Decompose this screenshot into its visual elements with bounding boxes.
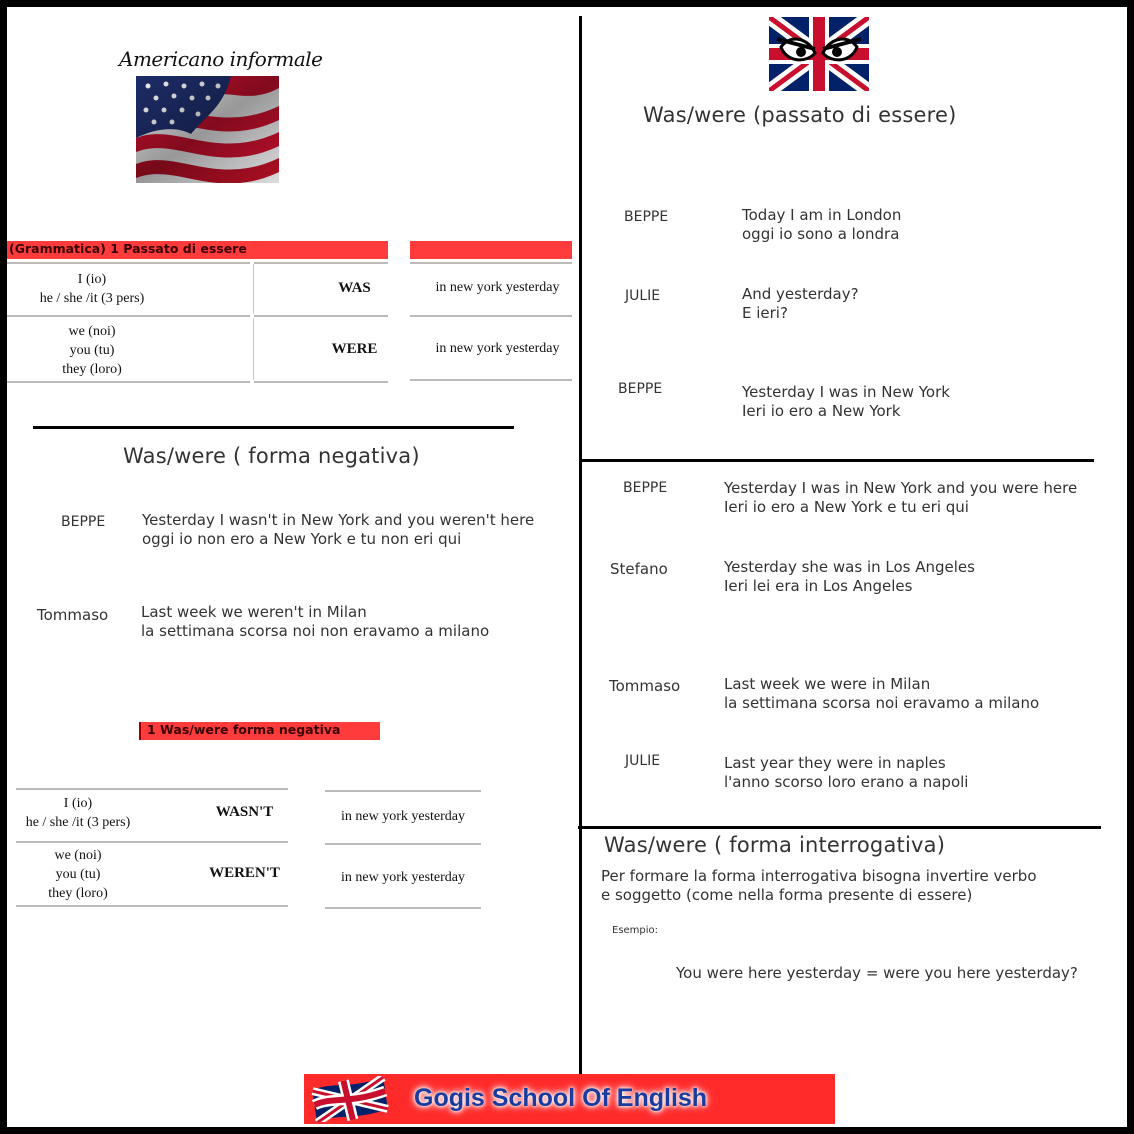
speaker-label: BEPPE xyxy=(623,480,668,496)
dialog-line xyxy=(742,206,901,244)
italian-sentence: l'anno scorso loro erano a napoli xyxy=(724,773,969,791)
dialog-line xyxy=(724,558,975,596)
italian-sentence: la settimana scorsa noi non eravamo a milano xyxy=(141,622,490,640)
footer-banner xyxy=(304,1074,835,1124)
subject-cell: we (noi) xyxy=(54,848,102,863)
italian-sentence: E ieri? xyxy=(742,304,788,322)
example-label: Esempio: xyxy=(612,925,659,936)
subject-cell: you (tu) xyxy=(69,343,115,358)
school-name: Gogis School Of English xyxy=(414,1084,708,1112)
complement-cell: in new york yesterday xyxy=(435,280,560,295)
past-heading: Was/were (passato di essere) xyxy=(643,103,957,127)
english-sentence: And yesterday? xyxy=(742,285,859,303)
table-row xyxy=(7,322,177,379)
complement-cell: in new york yesterday xyxy=(340,870,466,885)
dialog-line xyxy=(142,511,534,549)
grammar-bar: (Grammatica) 1 Passato di essere xyxy=(7,241,388,259)
verb-cell: WEREN'T xyxy=(209,865,280,881)
italian-sentence: Ieri io ero a New York xyxy=(742,402,901,420)
explanation-line: Per formare la forma interrogativa bisogna invertire verbo xyxy=(601,867,1037,885)
italian-sentence: la settimana scorsa noi eravamo a milano xyxy=(724,694,1040,712)
english-sentence: Last week we weren't in Milan xyxy=(141,603,367,621)
table-row xyxy=(16,794,140,832)
subject-cell: I (io) xyxy=(77,272,107,287)
italian-sentence: Ieri io ero a New York e tu eri qui xyxy=(724,498,969,516)
table-row xyxy=(16,846,140,903)
speaker-label: BEPPE xyxy=(61,514,106,530)
speaker-label: Stefano xyxy=(610,560,668,578)
dialog-line xyxy=(724,754,968,792)
italian-sentence: oggi io non ero a New York e tu non eri qui xyxy=(142,530,462,548)
verb-cell: WERE xyxy=(331,341,378,357)
example-sentence: You were here yesterday = were you here yesterday? xyxy=(676,964,1078,982)
interrogative-explanation xyxy=(601,867,1037,905)
english-sentence: Yesterday I was in New York and you were here xyxy=(724,479,1078,497)
verb-cell: WAS xyxy=(338,280,371,296)
verb-cell: WASN'T xyxy=(215,804,274,820)
grammar-bar-blank xyxy=(410,241,572,259)
subject-cell: he / she /it (3 pers) xyxy=(39,291,145,306)
dialog-line xyxy=(742,285,859,323)
subject-cell: you (tu) xyxy=(55,867,101,882)
section-divider xyxy=(33,426,514,429)
dialog-line xyxy=(724,479,1077,517)
english-sentence: Yesterday I was in New York xyxy=(742,383,950,401)
dialog-line xyxy=(141,603,489,641)
speaker-label: JULIE xyxy=(625,288,661,304)
explanation-line: e soggetto (come nella forma presente di essere) xyxy=(601,886,973,904)
english-sentence: Last year they were in naples xyxy=(724,754,946,772)
speaker-label: BEPPE xyxy=(618,381,663,397)
complement-cell: in new york yesterday xyxy=(340,809,466,824)
complement-cell: in new york yesterday xyxy=(435,341,560,356)
worksheet-page xyxy=(7,7,1127,1127)
speaker-label: Tommaso xyxy=(609,677,681,695)
section-divider xyxy=(582,459,1094,462)
script-title: Americano informale xyxy=(119,47,323,71)
english-sentence: Yesterday I wasn't in New York and you weren't here xyxy=(142,511,535,529)
italian-sentence: Ieri lei era in Los Angeles xyxy=(724,577,913,595)
english-sentence: Yesterday she was in Los Angeles xyxy=(724,558,975,576)
subject-cell: they (loro) xyxy=(62,362,122,377)
table-row xyxy=(7,270,177,308)
negative-bar: 1 Was/were forma negativa xyxy=(139,722,380,740)
dialog-line xyxy=(724,675,1039,713)
negative-heading: Was/were ( forma negativa) xyxy=(123,444,420,468)
speaker-label: BEPPE xyxy=(624,209,669,225)
interrogative-heading: Was/were ( forma interrogativa) xyxy=(604,833,946,857)
speaker-label: Tommaso xyxy=(37,606,109,624)
subject-cell: I (io) xyxy=(63,796,93,811)
subject-cell: he / she /it (3 pers) xyxy=(25,815,131,830)
us-flag-image xyxy=(136,76,279,183)
dialog-line xyxy=(742,383,950,421)
subject-cell: we (noi) xyxy=(68,324,116,339)
column-divider xyxy=(579,16,582,1076)
english-sentence: Last week we were in Milan xyxy=(724,675,931,693)
english-sentence: Today I am in London xyxy=(742,206,902,224)
uk-flag-eyes-image xyxy=(769,17,869,91)
section-divider xyxy=(578,826,1101,829)
speaker-label: JULIE xyxy=(625,753,661,769)
italian-sentence: oggi io sono a londra xyxy=(742,225,900,243)
subject-cell: they (loro) xyxy=(48,886,108,901)
uk-flag-logo xyxy=(310,1076,390,1122)
